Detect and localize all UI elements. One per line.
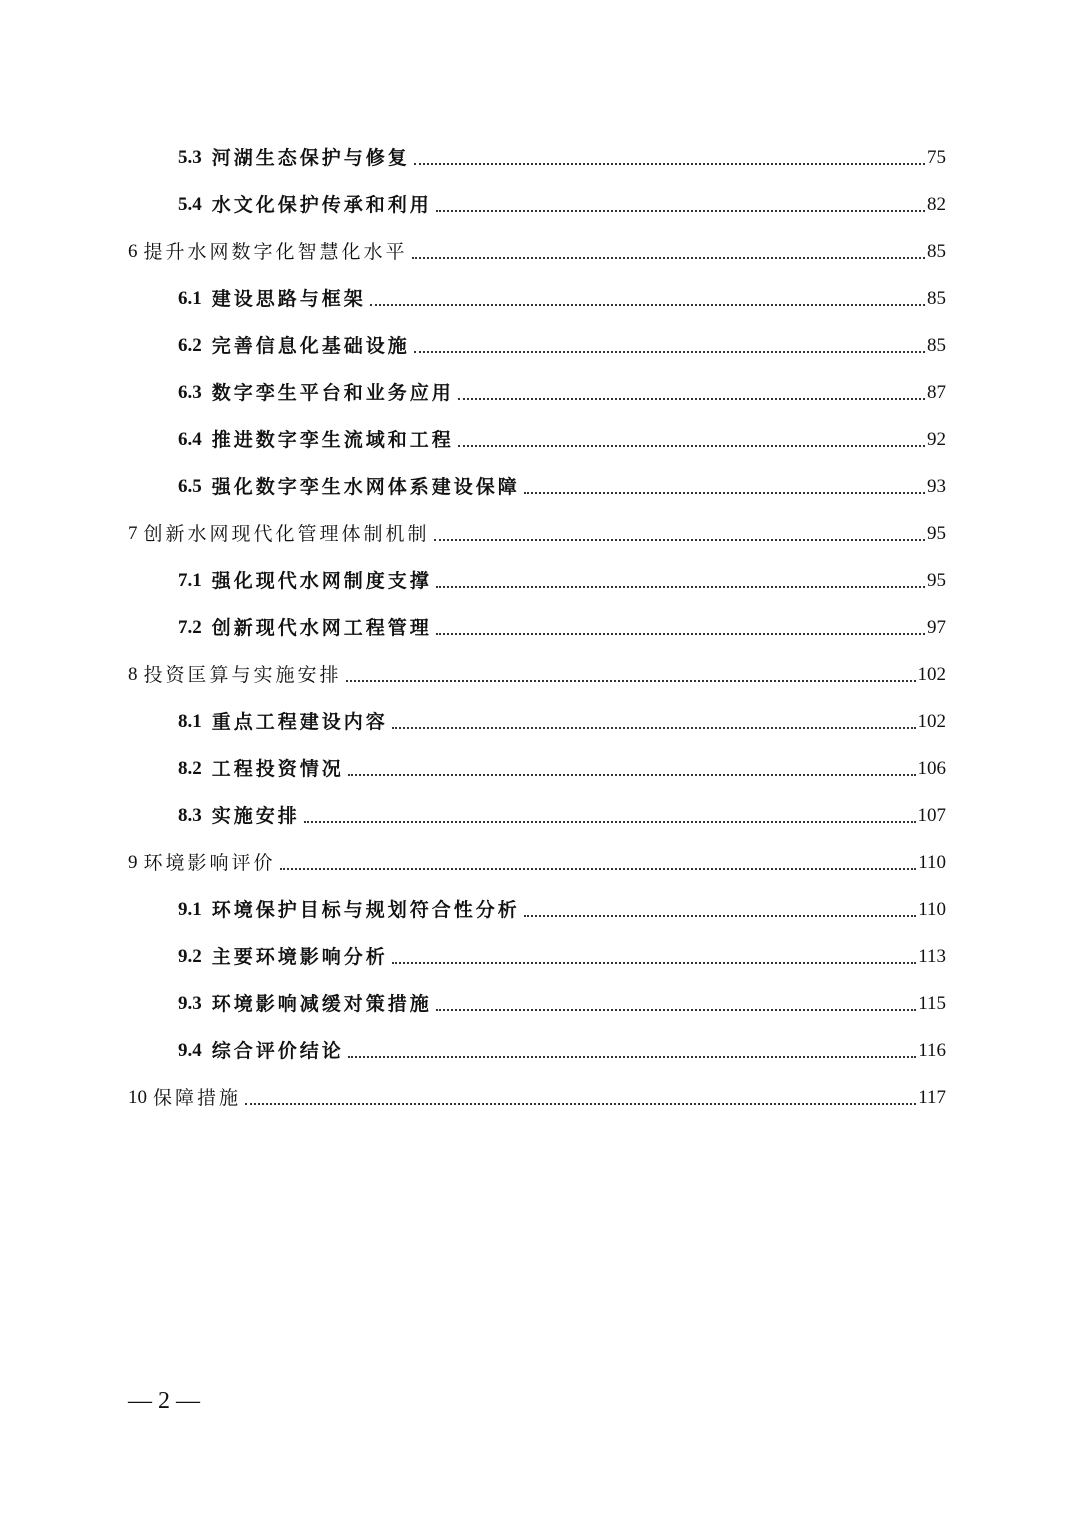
toc-entry[interactable]: [178, 328, 946, 358]
toc-entry-title: 创新水网现代化管理体制机制: [143, 523, 430, 545]
toc-entry-number: 8: [128, 664, 138, 685]
toc-entry-title: 综合评价结论: [211, 1040, 344, 1062]
toc-entry[interactable]: [128, 516, 946, 546]
toc-entry-page: 92: [927, 429, 946, 450]
toc-entry-page: 102: [917, 711, 946, 732]
toc-dot-leader: [434, 538, 925, 541]
toc-dot-leader: [436, 632, 925, 635]
toc-entry-title: 投资匡算与实施安排: [143, 664, 342, 686]
toc-entry[interactable]: [128, 845, 946, 875]
toc-entry-page: 117: [918, 1087, 946, 1108]
toc-entry-number: 9.3: [178, 993, 202, 1014]
toc-entry-number: 8.1: [178, 711, 202, 732]
toc-dot-leader: [346, 679, 916, 682]
toc-entry-number: 6.2: [178, 335, 202, 356]
toc-dot-leader: [392, 726, 916, 729]
toc-entry[interactable]: [178, 563, 946, 593]
toc-entry-number: 6.1: [178, 288, 202, 309]
toc-entry[interactable]: [128, 657, 946, 687]
toc-entry-title: 环境保护目标与规划符合性分析: [211, 899, 520, 921]
toc-dot-leader: [458, 444, 925, 447]
toc-entry-title: 环境影响减缓对策措施: [211, 993, 432, 1015]
toc-entry-page: 107: [917, 805, 946, 826]
toc-dot-leader: [436, 1008, 916, 1011]
toc-entry-page: 87: [927, 382, 946, 403]
toc-entry-page: 102: [917, 664, 946, 685]
toc-dot-leader: [436, 585, 925, 588]
toc-dot-leader: [392, 961, 916, 964]
toc-entry-page: 115: [918, 993, 946, 1014]
toc-dot-leader: [412, 256, 925, 259]
toc-entry-number: 6.4: [178, 429, 202, 450]
toc-entry[interactable]: [178, 798, 946, 828]
toc-entry-page: 95: [927, 570, 946, 591]
toc-dot-leader: [524, 914, 916, 917]
toc-entry[interactable]: [178, 892, 946, 922]
toc-entry[interactable]: [128, 1080, 946, 1110]
toc-dot-leader: [524, 491, 925, 494]
toc-dot-leader: [436, 209, 925, 212]
toc-entry[interactable]: [178, 469, 946, 499]
toc-entry-page: 116: [918, 1040, 946, 1061]
toc-entry-page: 93: [927, 476, 946, 497]
toc-entry-number: 6: [128, 241, 138, 262]
toc-entry-number: 6.3: [178, 382, 202, 403]
toc-entry[interactable]: [178, 939, 946, 969]
toc-dot-leader: [414, 162, 925, 165]
toc-entry-title: 建设思路与框架: [211, 288, 366, 310]
toc-entry-title: 完善信息化基础设施: [211, 335, 410, 357]
toc-entry-title: 推进数字孪生流域和工程: [211, 429, 454, 451]
toc-entry-title: 环境影响评价: [143, 852, 276, 874]
toc-entry[interactable]: [178, 610, 946, 640]
toc-entry[interactable]: [178, 375, 946, 405]
toc-entry-page: 75: [927, 147, 946, 168]
toc-entry-title: 实施安排: [211, 805, 300, 827]
toc-entry[interactable]: [178, 704, 946, 734]
page-number: — 2 —: [128, 1388, 200, 1414]
toc-entry[interactable]: [178, 281, 946, 311]
toc-entry[interactable]: [178, 140, 946, 170]
toc-entry-number: 9.1: [178, 899, 202, 920]
toc-entry-page: 97: [927, 617, 946, 638]
toc-entry[interactable]: [178, 751, 946, 781]
toc-entry-page: 85: [927, 288, 946, 309]
toc-entry-title: 强化数字孪生水网体系建设保障: [211, 476, 520, 498]
toc-entry-number: 8.3: [178, 805, 202, 826]
toc-dot-leader: [245, 1102, 916, 1105]
toc-entry-number: 9.2: [178, 946, 202, 967]
toc-dot-leader: [370, 303, 925, 306]
toc-dot-leader: [280, 867, 917, 870]
toc-entry-title: 数字孪生平台和业务应用: [211, 382, 454, 404]
toc-entry-number: 9: [128, 852, 138, 873]
toc-entry-number: 7.2: [178, 617, 202, 638]
toc-entry-page: 110: [918, 852, 946, 873]
toc-entry-title: 创新现代水网工程管理: [211, 617, 432, 639]
toc-entry-number: 8.2: [178, 758, 202, 779]
toc-entry-number: 10: [128, 1087, 147, 1108]
toc-entry-page: 110: [918, 899, 946, 920]
toc-entry-title: 工程投资情况: [211, 758, 344, 780]
toc-entry[interactable]: [178, 1033, 946, 1063]
toc-entry-number: 7: [128, 523, 138, 544]
toc-entry[interactable]: [128, 234, 946, 264]
toc-entry-page: 85: [927, 241, 946, 262]
toc-entry-title: 河湖生态保护与修复: [211, 147, 410, 169]
toc-entry-title: 水文化保护传承和利用: [211, 194, 432, 216]
toc-entry-page: 82: [927, 194, 946, 215]
toc-entry-title: 强化现代水网制度支撑: [211, 570, 432, 592]
toc-entry[interactable]: [178, 986, 946, 1016]
toc-entry-number: 5.4: [178, 194, 202, 215]
toc-entry-number: 5.3: [178, 147, 202, 168]
toc-entry-page: 95: [927, 523, 946, 544]
toc-entry-title: 主要环境影响分析: [211, 946, 388, 968]
toc-entry-title: 提升水网数字化智慧化水平: [143, 241, 408, 263]
toc-dot-leader: [414, 350, 925, 353]
toc-entry-number: 7.1: [178, 570, 202, 591]
toc-dot-leader: [458, 397, 925, 400]
toc-dot-leader: [304, 820, 916, 823]
toc-entry-number: 6.5: [178, 476, 202, 497]
toc-entry-number: 9.4: [178, 1040, 202, 1061]
toc-dot-leader: [348, 1055, 916, 1058]
toc-entry-title: 保障措施: [153, 1087, 242, 1109]
toc-entry-title: 重点工程建设内容: [211, 711, 388, 733]
toc-entry-page: 85: [927, 335, 946, 356]
toc-entry[interactable]: [178, 187, 946, 217]
toc-entry-page: 106: [917, 758, 946, 779]
toc-entry[interactable]: [178, 422, 946, 452]
toc-entry-page: 113: [918, 946, 946, 967]
toc-dot-leader: [348, 773, 916, 776]
